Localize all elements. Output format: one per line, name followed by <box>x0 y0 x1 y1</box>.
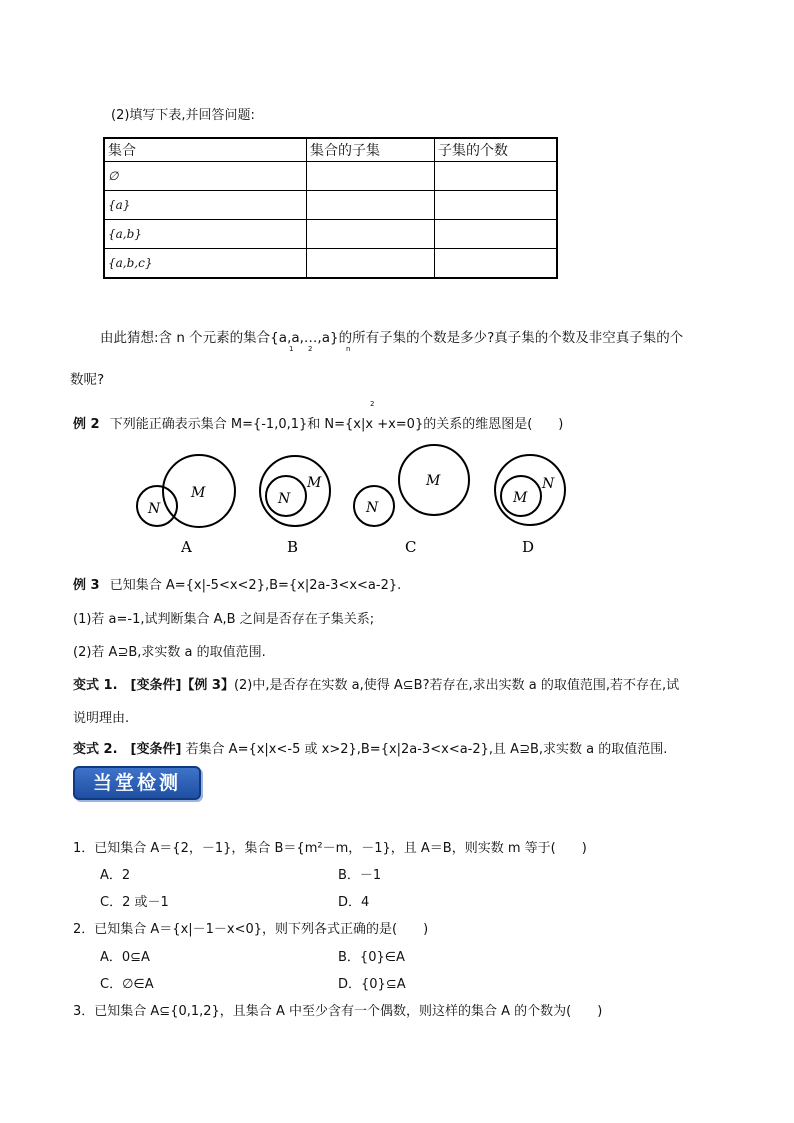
circle-m <box>260 456 330 526</box>
superscript-2: 2 <box>370 400 375 408</box>
q2-intro: (2)填写下表,并回答问题: <box>111 108 255 123</box>
example2-text: 下列能正确表示集合 M={-1,0,1}和 N={x|x +x=0}的关系的维恩图是( ) <box>109 417 564 432</box>
q2-option-d[interactable]: D．{0}⊆A <box>338 977 406 992</box>
subscript-2: 2 <box>308 345 313 353</box>
table-header-row <box>104 138 557 162</box>
q1-option-d[interactable]: D．4 <box>338 895 370 910</box>
example3-q2: (2)若 A⊇B,求实数 a 的取值范围. <box>73 645 266 660</box>
guess-line-1 <box>100 326 683 346</box>
table-row <box>104 191 557 220</box>
guess-part4: }的所有子集的个数是多少?真子集的个数及非空真子集的个 <box>330 330 684 346</box>
option-letter: A <box>181 538 192 556</box>
variant1-label: 变式 1. [变条件]【例 3】 <box>73 678 234 693</box>
cell-set: {a,b} <box>104 220 307 249</box>
table-row <box>104 162 557 191</box>
header-count: 子集的个数 <box>435 138 558 162</box>
venn-option-c[interactable] <box>354 445 469 556</box>
section-badge: 当堂检测 <box>73 766 201 800</box>
question-2: 2．已知集合 A＝{x|－1－x<0}，则下列各式正确的是( ) <box>73 922 429 937</box>
q1-option-a[interactable]: A．2 <box>100 868 131 883</box>
subset-table <box>103 137 558 279</box>
subscript-n: n <box>346 345 351 353</box>
q2-option-c[interactable]: C．∅∈A <box>100 977 154 992</box>
guess-part2: ,a <box>287 330 300 346</box>
cell-set: ∅ <box>104 162 307 191</box>
label-n: N <box>148 501 161 517</box>
variant1-line2: 说明理由. <box>73 711 130 726</box>
q2-option-a[interactable]: A．0⊆A <box>100 950 150 965</box>
variant2 <box>73 738 667 757</box>
cell-subsets[interactable] <box>307 191 435 220</box>
question-1: 1．已知集合 A＝{2，－1}，集合 B＝{m²－m，－1}，且 A＝B，则实数 m 等于( ) <box>73 841 587 856</box>
q2-option-b[interactable]: B．{0}∈A <box>338 950 405 965</box>
option-letter: D <box>522 538 535 556</box>
example3 <box>73 574 401 593</box>
table-row <box>104 220 557 249</box>
venn-option-d[interactable] <box>495 455 565 556</box>
venn-option-a[interactable] <box>137 455 235 556</box>
venn-diagrams <box>120 440 580 560</box>
option-letter: B <box>287 538 299 556</box>
variant2-label: 变式 2. [变条件] <box>73 742 182 757</box>
label-m: M <box>426 473 441 489</box>
cell-count[interactable] <box>435 162 558 191</box>
label-m: M <box>513 490 528 506</box>
subscript-1: 1 <box>289 345 294 353</box>
option-letter: C <box>405 538 417 556</box>
cell-count[interactable] <box>435 191 558 220</box>
cell-count[interactable] <box>435 249 558 279</box>
q1-option-b[interactable]: B．－1 <box>338 868 382 883</box>
cell-set: {a} <box>104 191 307 220</box>
label-m: M <box>191 485 206 501</box>
cell-count[interactable] <box>435 220 558 249</box>
guess-part3: ,…,a <box>299 330 330 346</box>
table-row <box>104 249 557 279</box>
label-n: N <box>366 500 379 516</box>
example3-text: 已知集合 A={x|-5<x<2},B={x|2a-3<x<a-2}. <box>109 578 402 593</box>
guess-part1: 由此猜想:含 n 个元素的集合{a <box>100 330 288 346</box>
example3-label: 例 3 <box>73 578 100 593</box>
example2 <box>73 413 563 432</box>
variant2-text: 若集合 A={x|x<-5 或 x>2},B={x|2a-3<x<a-2},且 A⊇B,求实数 a 的取值范围. <box>185 742 668 757</box>
cell-subsets[interactable] <box>307 249 435 279</box>
cell-set: {a,b,c} <box>104 249 307 279</box>
label-m: M <box>307 475 322 491</box>
variant1 <box>73 674 679 693</box>
question-3: 3．已知集合 A⊆{0,1,2}，且集合 A 中至少含有一个偶数，则这样的集合 A 的个数为( ) <box>73 1004 603 1019</box>
guess-line-2: 数呢? <box>70 372 105 388</box>
q1-option-c[interactable]: C．2 或－1 <box>100 895 169 910</box>
variant1-text: (2)中,是否存在实数 a,使得 A⊆B?若存在,求出实数 a 的取值范围,若不存在,试 <box>233 678 680 693</box>
venn-option-b[interactable] <box>260 456 330 556</box>
label-n: N <box>542 476 555 492</box>
label-n: N <box>278 491 291 507</box>
example2-label: 例 2 <box>73 417 100 432</box>
header-subsets: 集合的子集 <box>307 138 435 162</box>
header-set: 集合 <box>104 138 307 162</box>
example3-q1: (1)若 a=-1,试判断集合 A,B 之间是否存在子集关系; <box>73 612 375 627</box>
cell-subsets[interactable] <box>307 220 435 249</box>
cell-subsets[interactable] <box>307 162 435 191</box>
